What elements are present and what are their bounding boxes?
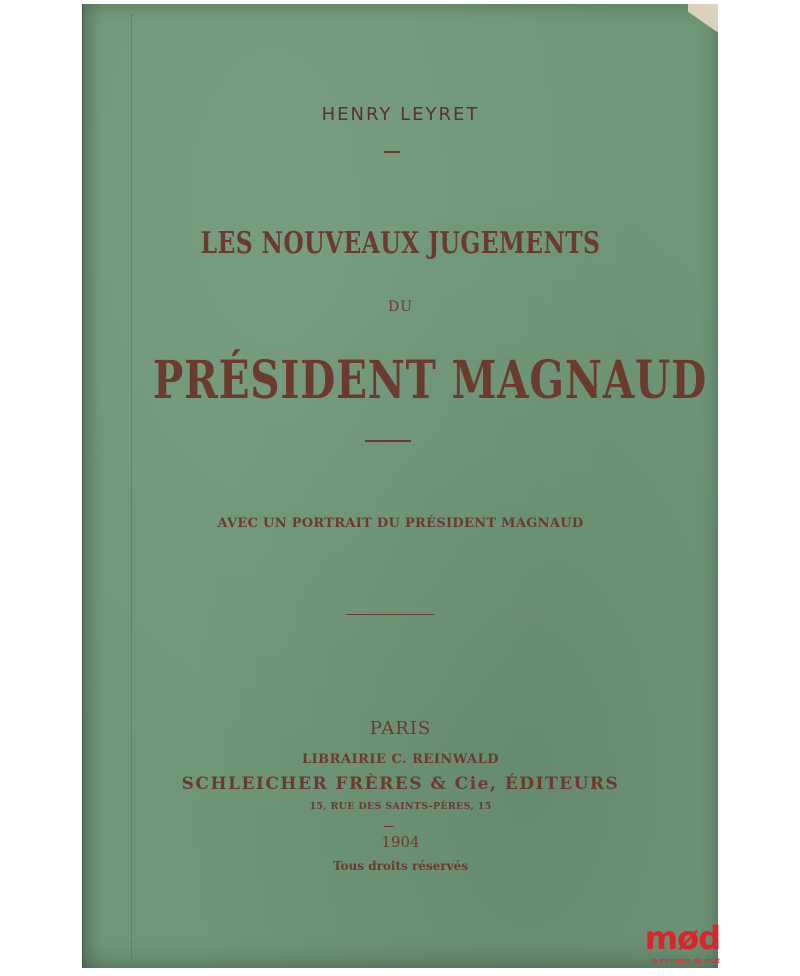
- book-cover: [82, 4, 718, 968]
- title-line-2: PRÉSIDENT MAGNAUD: [152, 350, 708, 411]
- publisher-address: 15, RUE DES SAINTS-PÈRES, 15: [309, 801, 492, 812]
- subtitle-divider: [346, 614, 434, 615]
- publisher-divider: [384, 826, 394, 827]
- author-divider: [384, 151, 400, 153]
- watermark-tagline: la mémoire du droit: [650, 957, 720, 965]
- rights-notice: Tous droits réservés: [333, 859, 468, 873]
- watermark-mark: mød: [644, 919, 720, 957]
- title-connector: DU: [387, 299, 414, 315]
- title-divider: [365, 440, 411, 442]
- watermark-logo: [640, 920, 720, 976]
- publication-year: 1904: [381, 833, 420, 851]
- title-line-1: LES NOUVEAUX JUGEMENTS: [200, 226, 601, 261]
- publisher-line-1: LIBRAIRIE C. REINWALD: [301, 752, 500, 767]
- spine-fold: [131, 14, 132, 958]
- subtitle: AVEC UN PORTRAIT DU PRÉSIDENT MAGNAUD: [217, 516, 584, 531]
- publisher-line-2: SCHLEICHER FRÈRES & Cie, ÉDITEURS: [181, 774, 620, 794]
- publisher-city: PARIS: [369, 718, 432, 739]
- author-name: HENRY LEYRET: [321, 104, 480, 125]
- worn-corner: [688, 4, 718, 46]
